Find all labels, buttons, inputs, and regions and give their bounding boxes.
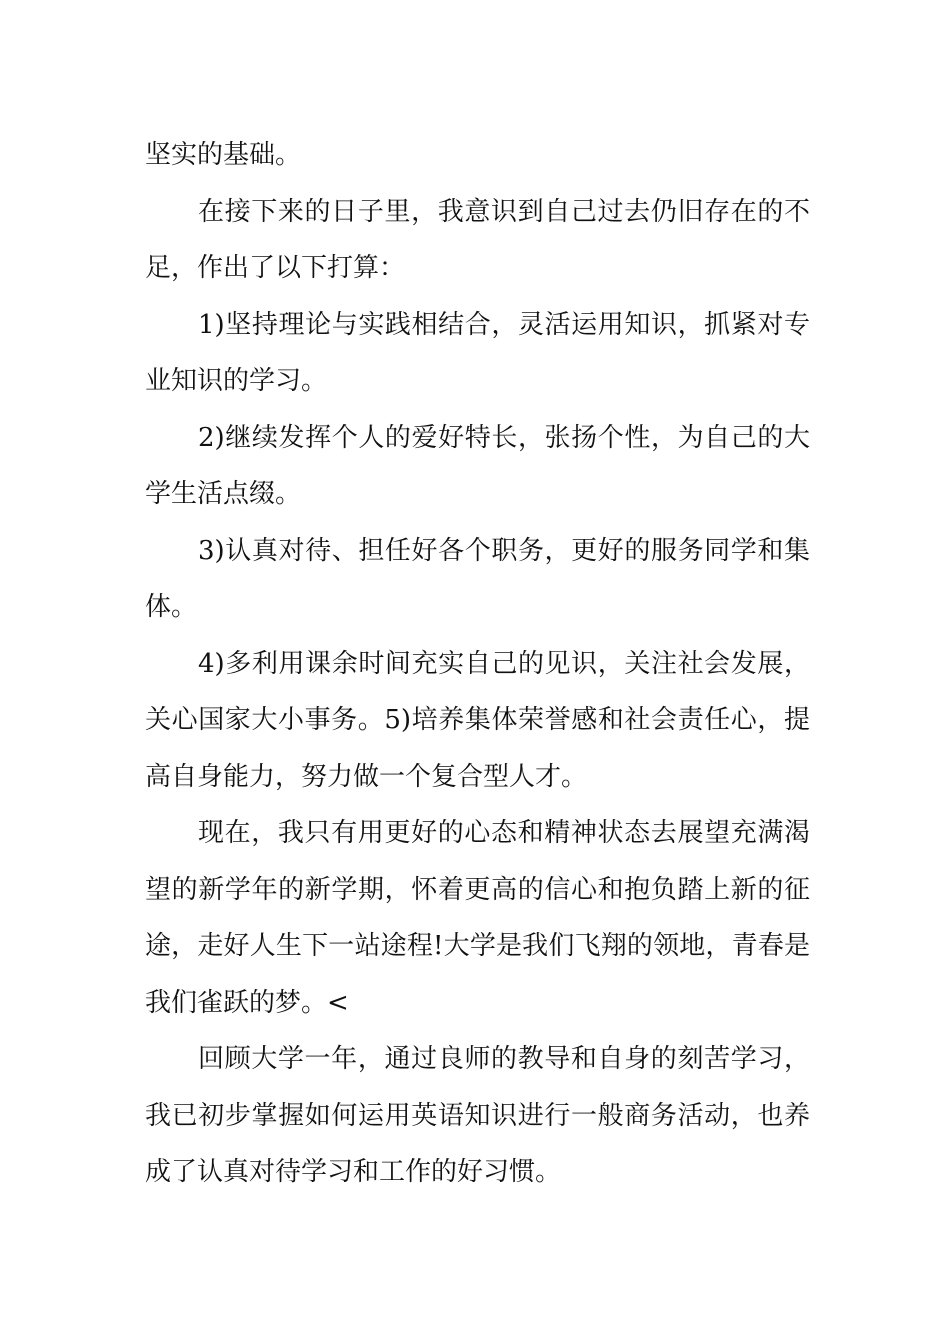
document-body [145,127,810,1201]
paragraph-7: 现在，我只有用更好的心态和精神状态去展望充满渴望的新学年的新学期，怀着更高的信心和抱负踏上新的征途，走好人生下一站途程!大学是我们飞翔的领地，青春是我们雀跃的梦。< [145,818,810,1018]
paragraph-6: 4)多利用课余时间充实自己的见识，关注社会发展，关心国家大小事务。5)培养集体荣誉感和社会责任心，提高自身能力，努力做一个复合型人才。 [145,648,810,792]
paragraph-4: 2)继续发挥个人的爱好特长，张扬个性，为自己的大学生活点缀。 [145,422,810,509]
paragraph-3: 1)坚持理论与实践相结合，灵活运用知识，抓紧对专业知识的学习。 [145,309,810,396]
paragraph-1: 坚实的基础。 [145,140,302,170]
paragraph-5: 3)认真对待、担任好各个职务，更好的服务同学和集体。 [145,535,810,622]
paragraph-2: 在接下来的日子里，我意识到自己过去仍旧存在的不足，作出了以下打算： [145,196,810,283]
paragraph-8: 回顾大学一年，通过良师的教导和自身的刻苦学习，我已初步掌握如何运用英语知识进行一般商务活动，也养成了认真对待学习和工作的好习惯。 [145,1044,810,1187]
